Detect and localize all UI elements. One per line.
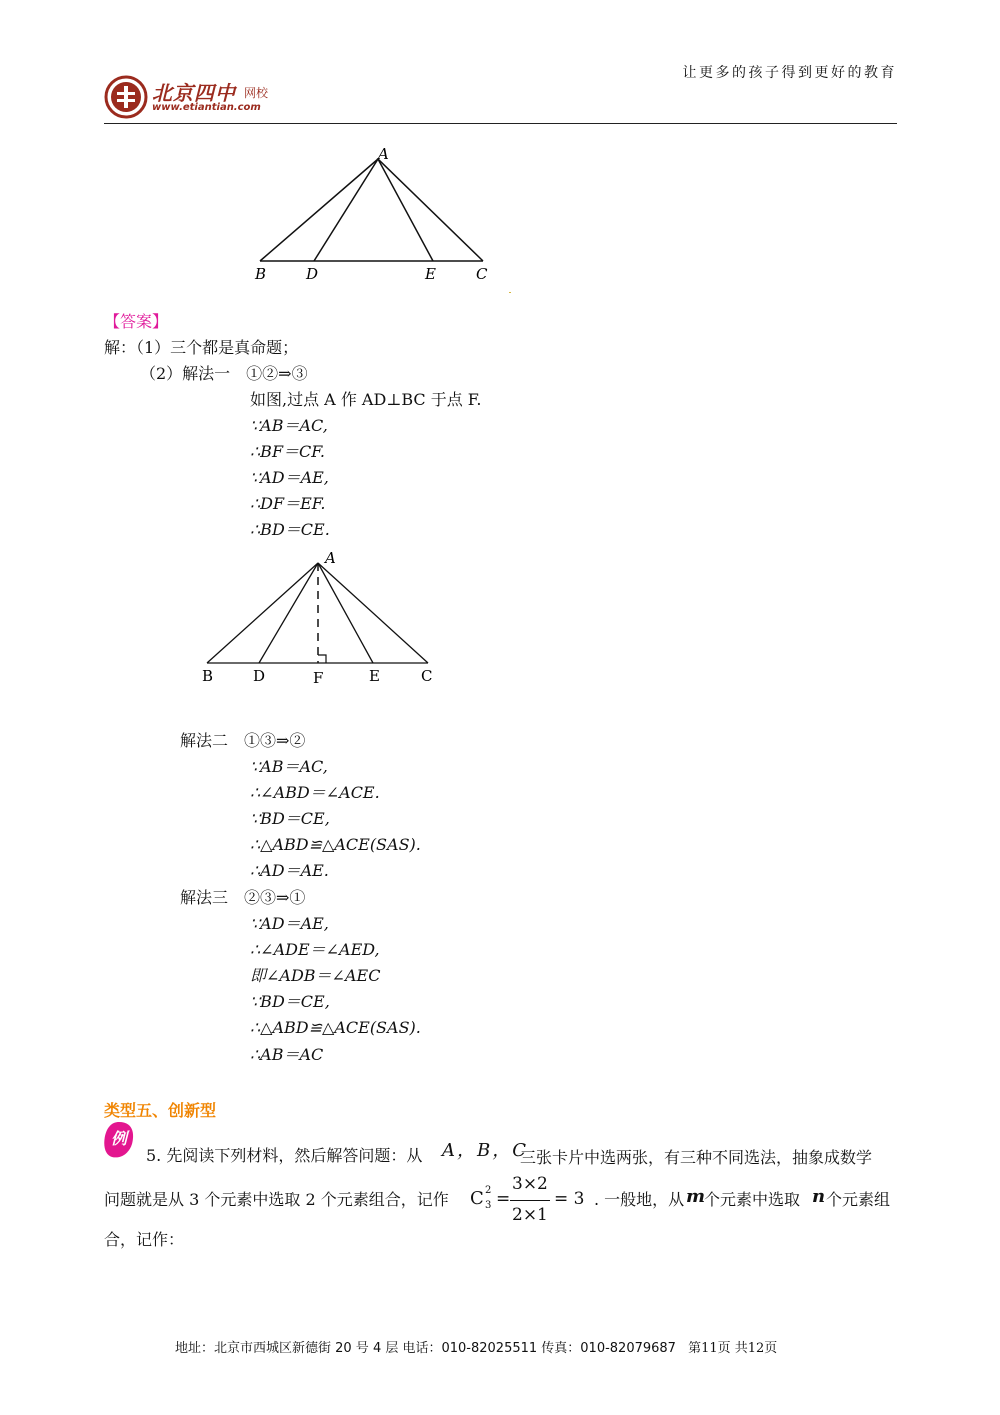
method3-line-3: ∴∠ADE＝∠AED, [250,940,380,959]
example-badge-icon [102,1120,136,1160]
method3-line-7: ∴AB＝AC [250,1045,324,1064]
fig2-label-a: A [325,549,336,567]
method2-line-1: 解法二 ①③⇒② [180,731,306,750]
fig1-label-c: C [476,265,488,283]
formula-fraction-bar [510,1200,550,1201]
var-n: n [812,1186,826,1207]
method3-line-4: 即∠ADB＝∠AEC [250,966,381,985]
problem-line-2-b: . 一般地，从 [594,1190,685,1209]
header-slogan: 让更多的孩子得到更好的教育 [682,65,897,81]
problem-line-1-rest: 三张卡片中选两张，有三种不同选法，抽象成数学 [520,1148,873,1167]
formula-result: = 3 [554,1189,585,1209]
fig1-label-e: E [425,265,436,283]
section-title: 类型五、创新型 [104,1101,217,1120]
figure-triangle-2 [195,548,455,688]
footer-address: 地址：北京市西城区新德街 20 号 4 层 电话：010-82025511 传真：010-82079687 [175,1341,676,1356]
logo-chinese-name: 北京四中 [152,81,236,105]
formula-eq: = [496,1189,511,1209]
answer-line-5: ∴BF＝CF. [250,442,325,461]
header [0,0,1000,130]
figure-triangle-1 [245,143,525,293]
fig2-label-d: D [253,667,266,685]
method3-line-6: ∴△ABD≌△ACE(SAS). [250,1018,421,1037]
var-m: m [686,1186,706,1207]
method2-line-3: ∴∠ABD＝∠ACE. [250,783,380,802]
header-rule [104,123,897,124]
method2-line-6: ∴AD＝AE. [250,861,329,880]
problem-line-2-c: 个元素中选取 [704,1190,801,1209]
formula-numerator: 3×2 [512,1174,548,1194]
answer-line-8: ∴BD＝CE. [250,520,330,539]
fig1-label-a: A [378,145,389,163]
method2-line-2: ∵AB＝AC, [250,757,328,776]
formula-denominator: 2×1 [512,1205,548,1225]
fig1-label-b: B [255,265,267,283]
answer-line-2: （2）解法一 ①②⇒③ [140,364,308,383]
fig1-label-d: D [306,265,319,283]
logo-net-label: 网校 [244,86,269,100]
fig2-right-angle-mark [318,655,326,663]
fig2-label-b: B [202,667,214,685]
problem-line-1 [146,1146,422,1174]
method3-line-5: ∵BD＝CE, [250,992,330,1011]
answer-line-6: ∵AD＝AE, [250,468,329,487]
answer-line-4: ∵AB＝AC, [250,416,328,435]
fig2-label-f: F [313,669,324,687]
logo [104,75,294,121]
combination-formula [468,1174,588,1230]
formula-sup: 2 [485,1185,492,1196]
fig1-stray-dot [509,292,511,293]
footer [175,1337,777,1356]
problem-line-2-a: 问题就是从 3 个元素中选取 2 个元素组合，记作 [104,1190,449,1209]
footer-page-number: 第11页 共12页 [688,1341,778,1356]
formula-c: C [470,1188,484,1209]
logo-emblem-icon [104,75,148,119]
method2-line-4: ∵BD＝CE, [250,809,330,828]
formula-sub: 3 [485,1200,492,1211]
problem-vars: A，B，C [442,1140,528,1161]
problem-line-3: 合，记作： [104,1230,185,1249]
answer-line-1: 解：（1）三个都是真命题； [104,338,299,357]
logo-url: www.etiantian.com [152,102,261,113]
problem-intro: 5. 先阅读下列材料，然后解答问题：从 [146,1146,423,1165]
method3-line-1: 解法三 ②③⇒① [180,888,306,907]
fig2-label-e: E [369,667,380,685]
fig2-label-c: C [421,667,433,685]
answer-line-3: 如图,过点 A 作 AD⊥BC 于点 F. [250,390,482,409]
method3-line-2: ∵AD＝AE, [250,914,329,933]
answer-line-7: ∴DF＝EF. [250,494,326,513]
example-badge-label: 例 [111,1129,128,1148]
problem-line-2-d: 个元素组 [826,1190,891,1209]
method2-line-5: ∴△ABD≌△ACE(SAS). [250,835,421,854]
answer-tag: 【答案】 [104,312,169,331]
